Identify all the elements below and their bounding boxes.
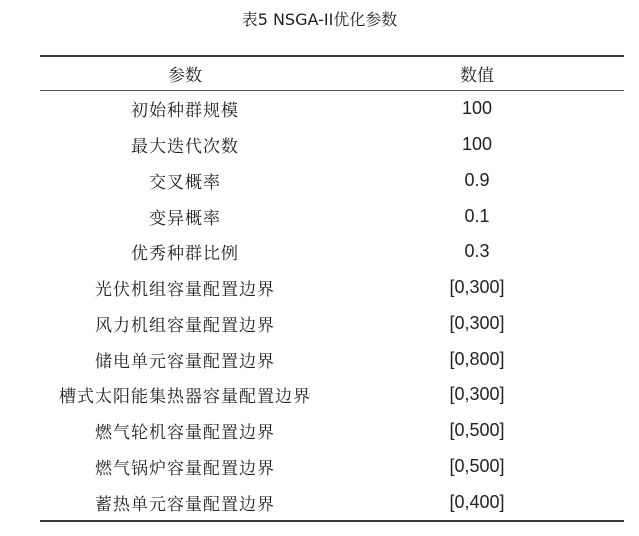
table-row bbox=[40, 198, 624, 234]
value-cell: 100 bbox=[461, 98, 493, 119]
param-cell: 蓄热单元容量配置边界 bbox=[95, 494, 275, 515]
param-cell: 变异概率 bbox=[149, 208, 221, 229]
table-caption: 表5 NSGA-II优化参数 bbox=[241, 10, 398, 29]
table-row bbox=[40, 234, 624, 270]
value-cell: 0.1 bbox=[464, 205, 490, 226]
header-value: 数值 bbox=[460, 65, 494, 86]
param-cell: 燃气锅炉容量配置边界 bbox=[95, 458, 275, 479]
value-cell: [0,400] bbox=[449, 491, 505, 512]
table-row bbox=[40, 163, 624, 199]
value-cell: [0,300] bbox=[449, 277, 505, 298]
param-cell: 初始种群规模 bbox=[131, 101, 239, 122]
table-header-row bbox=[40, 55, 624, 91]
value-cell: [0,300] bbox=[449, 312, 505, 333]
table-row bbox=[40, 377, 624, 413]
value-cell: 100 bbox=[461, 134, 493, 155]
table-row bbox=[40, 270, 624, 306]
param-cell: 槽式太阳能集热器容量配置边界 bbox=[59, 387, 311, 408]
value-cell: [0,500] bbox=[449, 455, 505, 476]
table-row bbox=[40, 306, 624, 342]
table-bottom-rule bbox=[40, 520, 624, 522]
param-cell: 最大迭代次数 bbox=[131, 137, 239, 158]
table-row bbox=[40, 449, 624, 485]
table-row bbox=[40, 127, 624, 163]
param-cell: 光伏机组容量配置边界 bbox=[95, 280, 275, 301]
value-cell: [0,800] bbox=[449, 348, 505, 369]
value-cell: 0.9 bbox=[464, 169, 490, 190]
param-cell: 优秀种群比例 bbox=[131, 244, 239, 265]
table-row bbox=[40, 91, 624, 127]
header-param: 参数 bbox=[168, 65, 202, 86]
value-cell: 0.3 bbox=[464, 241, 490, 262]
param-cell: 储电单元容量配置边界 bbox=[95, 351, 275, 372]
table-row bbox=[40, 484, 624, 520]
table-row bbox=[40, 413, 624, 449]
value-cell: [0,300] bbox=[449, 384, 505, 405]
value-cell: [0,500] bbox=[449, 420, 505, 441]
param-cell: 燃气轮机容量配置边界 bbox=[95, 423, 275, 444]
table-row bbox=[40, 341, 624, 377]
param-cell: 交叉概率 bbox=[149, 172, 221, 193]
param-cell: 风力机组容量配置边界 bbox=[95, 315, 275, 336]
